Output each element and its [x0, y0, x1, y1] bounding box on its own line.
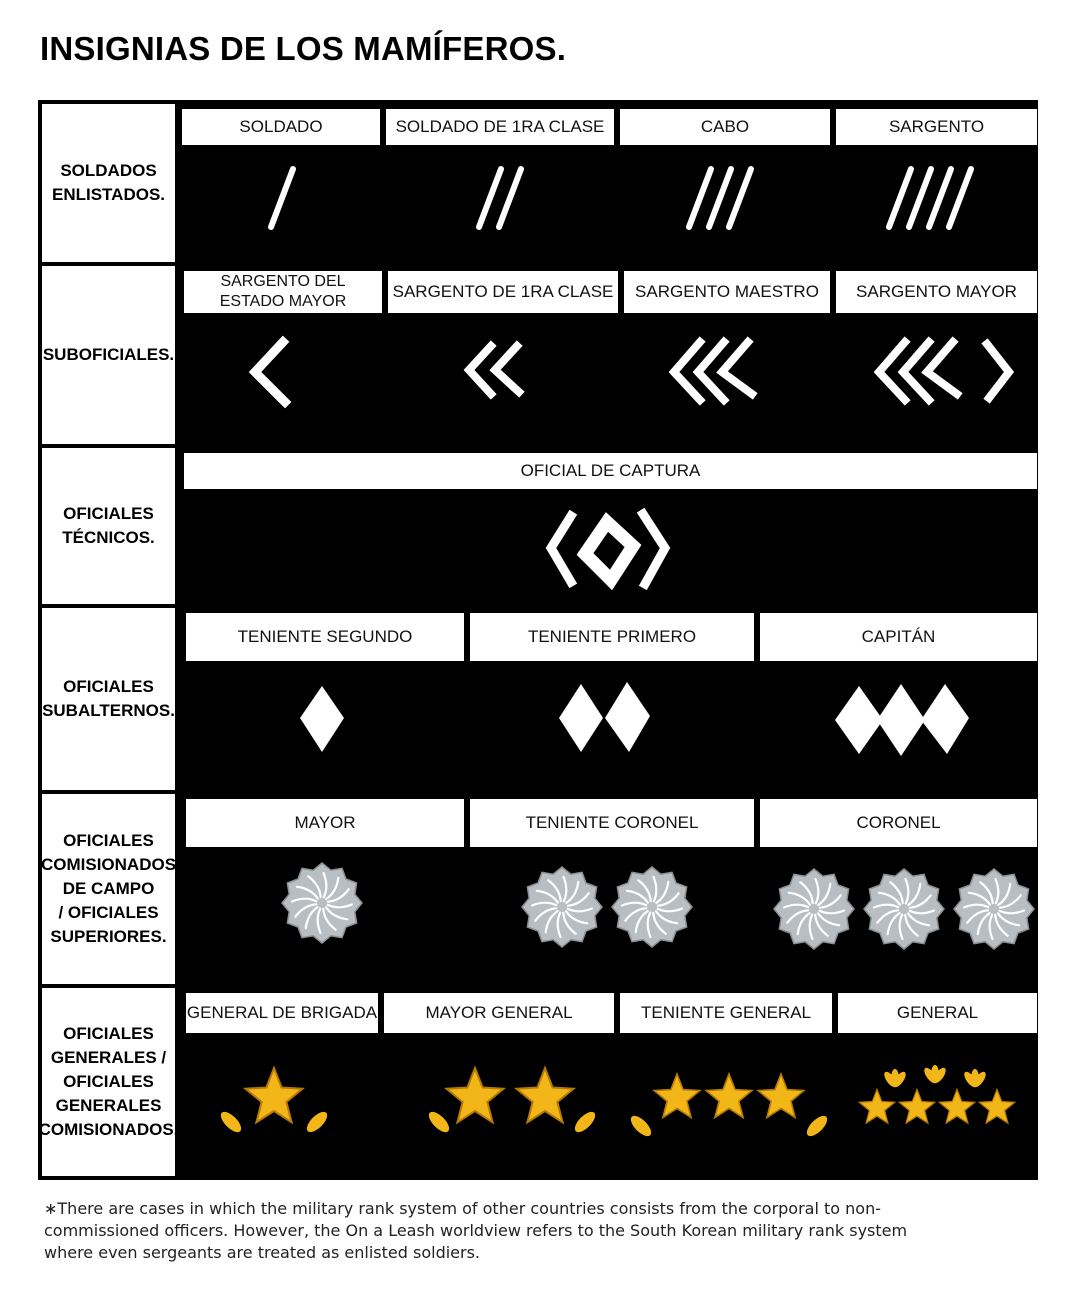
rank-label-teniente-coronel: TENIENTE CORONEL — [469, 798, 755, 848]
rank-label-general-brigada: GENERAL DE BRIGADA — [185, 992, 379, 1034]
category-tecnicos: OFICIALES TÉCNICOS. — [42, 448, 179, 604]
chevron-icon — [869, 334, 1019, 414]
chevron-icon — [664, 334, 774, 414]
rank-label-sargento-mayor: SARGENTO MAYOR — [835, 270, 1038, 314]
rank-label-coronel: CORONEL — [759, 798, 1038, 848]
rank-label-sargento-estado-mayor: SARGENTO DEL ESTADO MAYOR — [183, 270, 383, 314]
gold-star-icon — [629, 1062, 829, 1142]
blossom-icon — [771, 866, 1037, 952]
diamond-icon — [557, 680, 653, 756]
blossom-icon — [519, 864, 695, 950]
rank-label-teniente-general: TENIENTE GENERAL — [619, 992, 833, 1034]
page-title: INSIGNIAS DE LOS MAMÍFEROS. — [40, 30, 567, 67]
category-generales: OFICIALES GENERALES / OFICIALES GENERALES COMISIONADOS. — [42, 988, 179, 1176]
rank-label-mayor-general: MAYOR GENERAL — [383, 992, 615, 1034]
rank-label-mayor: MAYOR — [185, 798, 465, 848]
slash-stripes-icon — [467, 164, 547, 234]
insignia-panel-superiores — [179, 794, 1034, 984]
insignia-panel-suboficiales — [179, 266, 1034, 444]
row-superiores — [42, 794, 1034, 988]
rank-label-sargento: SARGENTO — [835, 108, 1038, 146]
rank-label-general: GENERAL — [837, 992, 1038, 1034]
row-suboficiales — [42, 266, 1034, 448]
rank-table — [38, 100, 1038, 1180]
rank-label-sargento-maestro: SARGENTO MAESTRO — [623, 270, 831, 314]
category-superiores: OFICIALES COMISIONADOS DE CAMPO / OFICIALES SUPERIORES. — [42, 794, 179, 984]
rank-label-teniente-segundo: TENIENTE SEGUNDO — [185, 612, 465, 662]
rank-label-sargento-1ra: SARGENTO DE 1RA CLASE — [387, 270, 619, 314]
rank-label-teniente-primero: TENIENTE PRIMERO — [469, 612, 755, 662]
insignia-panel-tecnicos — [179, 448, 1034, 604]
category-suboficiales: SUBOFICIALES. — [42, 266, 179, 444]
chevron-icon — [241, 334, 311, 414]
category-enlisted: SOLDADOS ENLISTADOS. — [42, 104, 179, 262]
rank-label-cabo: CABO — [619, 108, 831, 146]
rank-label-soldado: SOLDADO — [181, 108, 381, 146]
slash-stripes-icon — [879, 164, 989, 234]
gold-star-icon — [855, 1060, 1025, 1140]
diamond-icon — [297, 684, 347, 754]
gold-star-icon — [219, 1058, 329, 1148]
row-generales — [38, 988, 1034, 1176]
blossom-icon — [279, 860, 365, 946]
slash-stripes-icon — [241, 164, 321, 234]
rank-label-soldado-1ra: SOLDADO DE 1RA CLASE — [385, 108, 615, 146]
insignia-panel-subalternos — [179, 608, 1034, 790]
rank-label-capitan: CAPITÁN — [759, 612, 1038, 662]
category-subalternos: OFICIALES SUBALTERNOS. — [42, 608, 179, 790]
diamond-icon — [833, 680, 973, 760]
row-enlisted — [42, 104, 1034, 266]
row-subalternos — [42, 608, 1034, 794]
row-tecnicos — [42, 448, 1034, 608]
insignia-panel-generales — [179, 988, 1034, 1176]
slash-stripes-icon — [679, 164, 769, 234]
bracketed-diamond-icon — [541, 504, 681, 596]
footnote: ∗There are cases in which the military rank system of other countries consists from the corporal to non-commissioned officers. However, the On a Leash worldview refers to the South Korean military rank system where even sergeants are treated as enlisted soldiers. — [44, 1199, 908, 1262]
insignia-panel-enlisted — [179, 104, 1034, 262]
chevron-icon — [459, 338, 549, 408]
rank-label-oficial-captura: OFICIAL DE CAPTURA — [183, 452, 1038, 490]
gold-star-icon — [427, 1058, 597, 1148]
